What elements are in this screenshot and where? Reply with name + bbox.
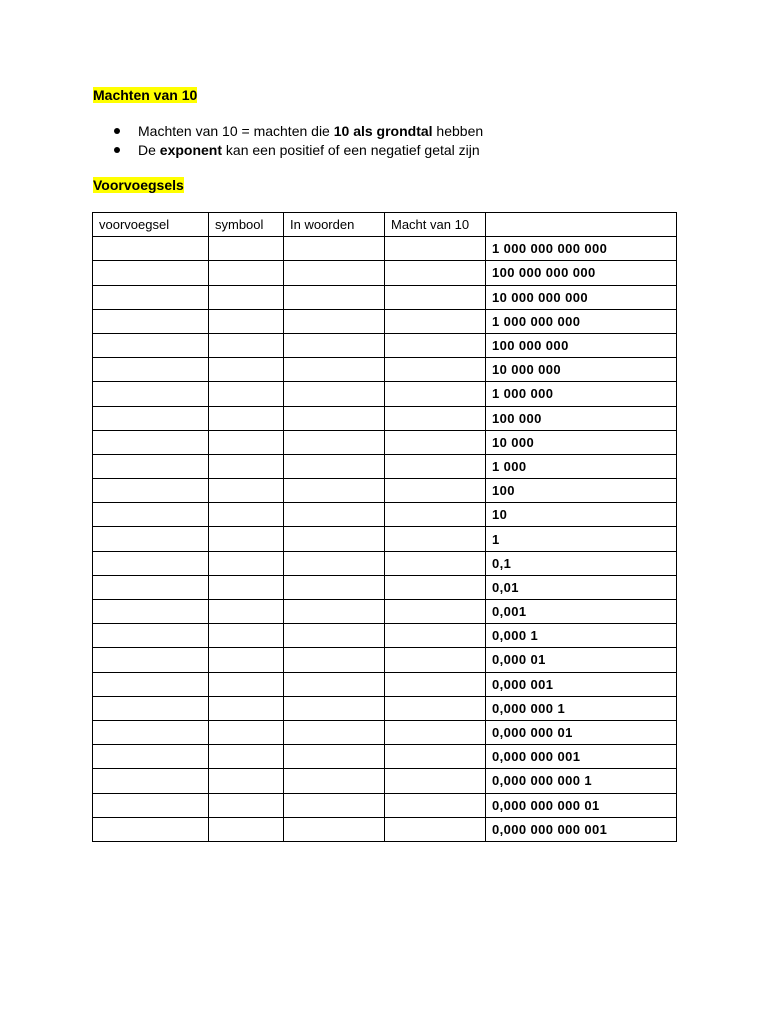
cell-macht-van-10[interactable] <box>385 454 486 478</box>
table-row <box>93 261 677 285</box>
cell-value: 10 <box>486 503 677 527</box>
cell-symbool[interactable] <box>209 309 284 333</box>
cell-macht-van-10[interactable] <box>385 358 486 382</box>
cell-symbool[interactable] <box>209 769 284 793</box>
cell-voorvoegsel[interactable] <box>93 551 209 575</box>
cell-macht-van-10[interactable] <box>385 430 486 454</box>
table-row <box>93 237 677 261</box>
cell-macht-van-10[interactable] <box>385 503 486 527</box>
cell-symbool[interactable] <box>209 382 284 406</box>
cell-symbool[interactable] <box>209 358 284 382</box>
cell-symbool[interactable] <box>209 551 284 575</box>
table-body <box>93 237 677 842</box>
header-voorvoegsel: voorvoegsel <box>93 213 209 237</box>
table-row <box>93 406 677 430</box>
table-row <box>93 382 677 406</box>
cell-symbool[interactable] <box>209 575 284 599</box>
table-row <box>93 479 677 503</box>
prefix-table <box>92 212 677 842</box>
cell-in-woorden[interactable] <box>284 333 385 357</box>
table-row <box>93 745 677 769</box>
table-row <box>93 551 677 575</box>
cell-symbool[interactable] <box>209 285 284 309</box>
cell-in-woorden[interactable] <box>284 769 385 793</box>
cell-voorvoegsel[interactable] <box>93 285 209 309</box>
cell-voorvoegsel[interactable] <box>93 430 209 454</box>
cell-in-woorden[interactable] <box>284 793 385 817</box>
cell-symbool[interactable] <box>209 817 284 841</box>
header-value <box>486 213 677 237</box>
cell-in-woorden[interactable] <box>284 600 385 624</box>
bullet-text-bold: exponent <box>159 142 223 158</box>
cell-voorvoegsel[interactable] <box>93 261 209 285</box>
cell-voorvoegsel[interactable] <box>93 406 209 430</box>
cell-value: 0,000 001 <box>486 672 677 696</box>
cell-in-woorden[interactable] <box>284 503 385 527</box>
cell-value: 100 000 <box>486 406 677 430</box>
cell-in-woorden[interactable] <box>284 454 385 478</box>
cell-symbool[interactable] <box>209 527 284 551</box>
cell-macht-van-10[interactable] <box>385 479 486 503</box>
cell-value: 0,000 000 01 <box>486 720 677 744</box>
heading-text: Voorvoegsels <box>93 177 184 193</box>
bullet-text-pre: Machten van 10 = machten die <box>138 123 334 139</box>
cell-in-woorden[interactable] <box>284 309 385 333</box>
cell-in-woorden[interactable] <box>284 720 385 744</box>
cell-macht-van-10[interactable] <box>385 551 486 575</box>
cell-in-woorden[interactable] <box>284 672 385 696</box>
cell-macht-van-10[interactable] <box>385 382 486 406</box>
cell-in-woorden[interactable] <box>284 696 385 720</box>
cell-value: 0,1 <box>486 551 677 575</box>
cell-voorvoegsel[interactable] <box>93 648 209 672</box>
bullet-text-bold: 10 als grondtal <box>333 123 433 139</box>
cell-in-woorden[interactable] <box>284 430 385 454</box>
cell-value: 0,000 000 000 1 <box>486 769 677 793</box>
cell-symbool[interactable] <box>209 479 284 503</box>
cell-voorvoegsel[interactable] <box>93 672 209 696</box>
cell-in-woorden[interactable] <box>284 237 385 261</box>
cell-value: 1 000 000 <box>486 382 677 406</box>
cell-macht-van-10[interactable] <box>385 600 486 624</box>
cell-voorvoegsel[interactable] <box>93 817 209 841</box>
cell-macht-van-10[interactable] <box>385 309 486 333</box>
table-row <box>93 793 677 817</box>
cell-macht-van-10[interactable] <box>385 406 486 430</box>
cell-voorvoegsel[interactable] <box>93 527 209 551</box>
cell-macht-van-10[interactable] <box>385 769 486 793</box>
table-row <box>93 358 677 382</box>
cell-value: 0,000 000 000 001 <box>486 817 677 841</box>
bullet-dot-icon <box>114 147 120 153</box>
cell-in-woorden[interactable] <box>284 358 385 382</box>
header-in-woorden: In woorden <box>284 213 385 237</box>
table-row <box>93 285 677 309</box>
cell-voorvoegsel[interactable] <box>93 745 209 769</box>
cell-voorvoegsel[interactable] <box>93 624 209 648</box>
cell-in-woorden[interactable] <box>284 745 385 769</box>
cell-value: 100 <box>486 479 677 503</box>
cell-in-woorden[interactable] <box>284 551 385 575</box>
table-row <box>93 527 677 551</box>
cell-symbool[interactable] <box>209 430 284 454</box>
cell-value: 10 000 <box>486 430 677 454</box>
cell-voorvoegsel[interactable] <box>93 696 209 720</box>
table-row <box>93 648 677 672</box>
table-row <box>93 672 677 696</box>
cell-macht-van-10[interactable] <box>385 624 486 648</box>
cell-voorvoegsel[interactable] <box>93 333 209 357</box>
header-macht-van-10: Macht van 10 <box>385 213 486 237</box>
table-row <box>93 333 677 357</box>
bullet-item <box>110 141 483 160</box>
cell-value: 0,000 000 000 01 <box>486 793 677 817</box>
bullet-list <box>110 122 483 160</box>
cell-macht-van-10[interactable] <box>385 696 486 720</box>
cell-in-woorden[interactable] <box>284 575 385 599</box>
cell-macht-van-10[interactable] <box>385 817 486 841</box>
cell-value: 0,001 <box>486 600 677 624</box>
cell-in-woorden[interactable] <box>284 261 385 285</box>
table-row <box>93 575 677 599</box>
cell-symbool[interactable] <box>209 624 284 648</box>
cell-value: 0,000 000 1 <box>486 696 677 720</box>
cell-in-woorden[interactable] <box>284 285 385 309</box>
cell-symbool[interactable] <box>209 720 284 744</box>
cell-voorvoegsel[interactable] <box>93 454 209 478</box>
bullet-item <box>110 122 483 141</box>
cell-value: 1 000 000 000 000 <box>486 237 677 261</box>
cell-symbool[interactable] <box>209 600 284 624</box>
cell-macht-van-10[interactable] <box>385 672 486 696</box>
bullet-text-post: kan een positief of een negatief getal zijn <box>222 142 480 158</box>
cell-voorvoegsel[interactable] <box>93 237 209 261</box>
cell-value: 100 000 000 000 <box>486 261 677 285</box>
cell-macht-van-10[interactable] <box>385 285 486 309</box>
cell-in-woorden[interactable] <box>284 406 385 430</box>
cell-voorvoegsel[interactable] <box>93 769 209 793</box>
cell-voorvoegsel[interactable] <box>93 382 209 406</box>
cell-macht-van-10[interactable] <box>385 261 486 285</box>
table-row <box>93 454 677 478</box>
bullet-text-pre: De <box>138 142 160 158</box>
cell-symbool[interactable] <box>209 237 284 261</box>
cell-macht-van-10[interactable] <box>385 237 486 261</box>
cell-voorvoegsel[interactable] <box>93 503 209 527</box>
cell-voorvoegsel[interactable] <box>93 479 209 503</box>
cell-symbool[interactable] <box>209 648 284 672</box>
cell-in-woorden[interactable] <box>284 479 385 503</box>
cell-macht-van-10[interactable] <box>385 527 486 551</box>
cell-symbool[interactable] <box>209 672 284 696</box>
cell-value: 100 000 000 <box>486 333 677 357</box>
cell-symbool[interactable] <box>209 261 284 285</box>
table-row <box>93 430 677 454</box>
cell-symbool[interactable] <box>209 793 284 817</box>
cell-macht-van-10[interactable] <box>385 720 486 744</box>
cell-symbool[interactable] <box>209 696 284 720</box>
table-row <box>93 817 677 841</box>
table-header-row <box>93 213 677 237</box>
cell-in-woorden[interactable] <box>284 648 385 672</box>
table-row <box>93 503 677 527</box>
cell-value: 1 000 <box>486 454 677 478</box>
section-heading-voorvoegsels <box>92 177 185 194</box>
cell-in-woorden[interactable] <box>284 527 385 551</box>
cell-symbool[interactable] <box>209 406 284 430</box>
cell-value: 0,000 1 <box>486 624 677 648</box>
cell-macht-van-10[interactable] <box>385 793 486 817</box>
cell-value: 0,000 000 001 <box>486 745 677 769</box>
cell-value: 1 <box>486 527 677 551</box>
cell-symbool[interactable] <box>209 454 284 478</box>
cell-macht-van-10[interactable] <box>385 333 486 357</box>
bullet-text-post: hebben <box>432 123 484 139</box>
cell-symbool[interactable] <box>209 503 284 527</box>
cell-symbool[interactable] <box>209 745 284 769</box>
cell-voorvoegsel[interactable] <box>93 600 209 624</box>
cell-voorvoegsel[interactable] <box>93 793 209 817</box>
heading-text: Machten van 10 <box>93 87 198 103</box>
cell-macht-van-10[interactable] <box>385 745 486 769</box>
section-heading-machten <box>92 87 198 104</box>
cell-voorvoegsel[interactable] <box>93 720 209 744</box>
table-row <box>93 624 677 648</box>
cell-macht-van-10[interactable] <box>385 575 486 599</box>
cell-voorvoegsel[interactable] <box>93 358 209 382</box>
cell-in-woorden[interactable] <box>284 382 385 406</box>
table-row <box>93 769 677 793</box>
cell-voorvoegsel[interactable] <box>93 309 209 333</box>
cell-value: 10 000 000 <box>486 358 677 382</box>
bullet-dot-icon <box>114 128 120 134</box>
cell-symbool[interactable] <box>209 333 284 357</box>
header-symbool: symbool <box>209 213 284 237</box>
table-row <box>93 309 677 333</box>
cell-value: 10 000 000 000 <box>486 285 677 309</box>
cell-value: 1 000 000 000 <box>486 309 677 333</box>
cell-value: 0,01 <box>486 575 677 599</box>
table-row <box>93 600 677 624</box>
cell-in-woorden[interactable] <box>284 817 385 841</box>
table-row <box>93 696 677 720</box>
cell-in-woorden[interactable] <box>284 624 385 648</box>
cell-macht-van-10[interactable] <box>385 648 486 672</box>
table-row <box>93 720 677 744</box>
cell-voorvoegsel[interactable] <box>93 575 209 599</box>
cell-value: 0,000 01 <box>486 648 677 672</box>
